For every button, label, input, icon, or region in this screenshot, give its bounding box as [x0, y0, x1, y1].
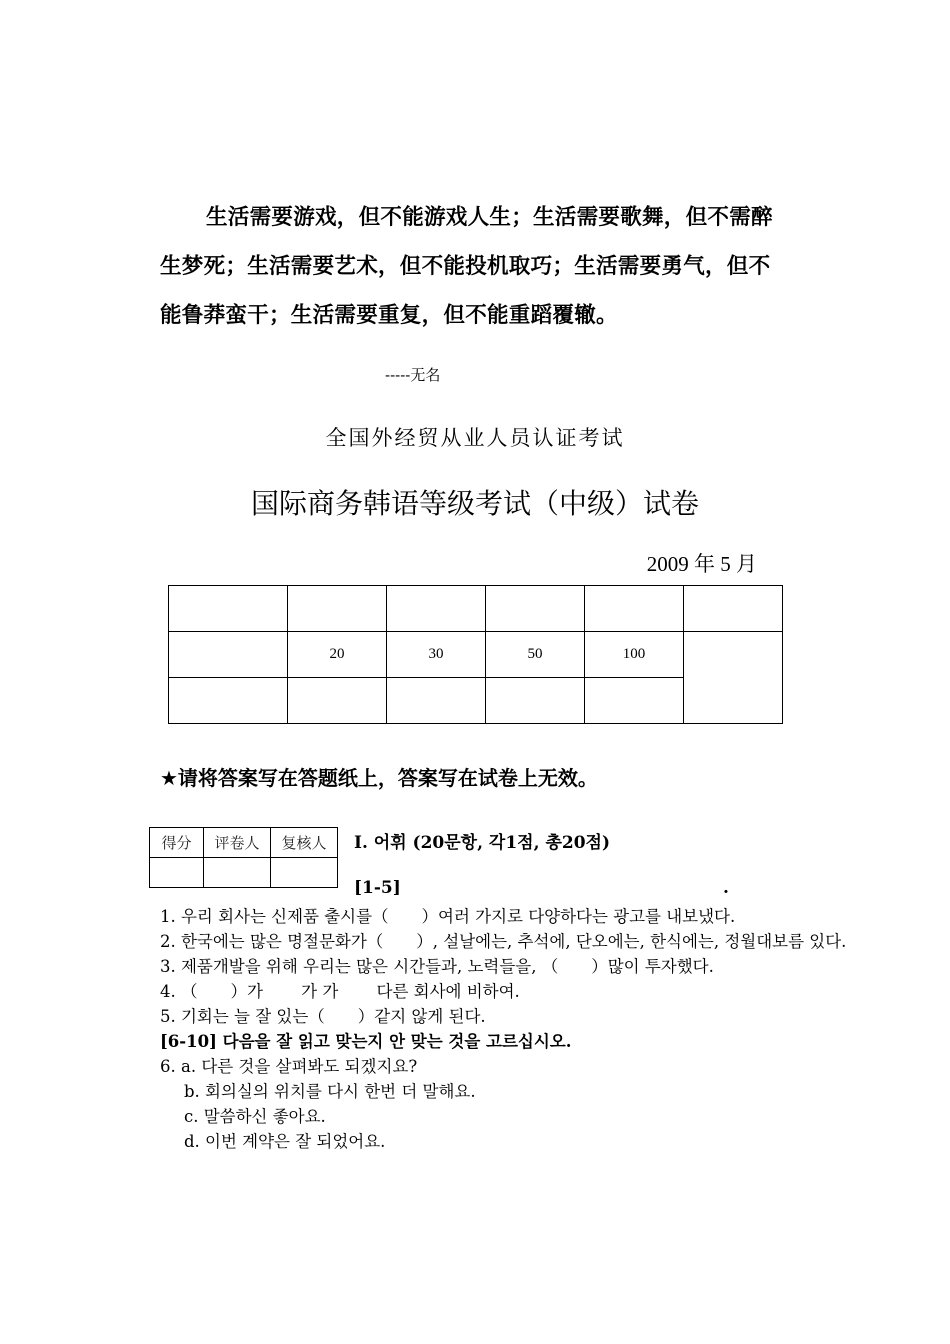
grader-header-score: 得分 — [150, 828, 204, 858]
score-cell — [387, 586, 486, 632]
score-cell — [169, 632, 288, 678]
question-2: 2. 한국에는 많은 명절문화가（ ）, 설날에는, 추석에, 단오에는, 한식에는, 정월대보름 있다. — [160, 932, 847, 951]
score-table — [168, 585, 783, 724]
score-cell — [288, 678, 387, 724]
answer-notice: ★请将答案写在答题纸上，答案写在试卷上无效。 — [160, 766, 598, 790]
question-6-option-c: c. 말씀하신 좋아요. — [184, 1107, 326, 1126]
grader-cell — [271, 858, 338, 888]
score-cell — [486, 586, 585, 632]
question-4: 4. （ ）가 가 가 다른 회사에 비하여. — [160, 982, 520, 1001]
score-points: 20 — [288, 632, 387, 678]
score-cell — [486, 678, 585, 724]
grader-header-grader: 评卷人 — [204, 828, 271, 858]
score-cell — [684, 586, 783, 632]
score-points: 100 — [585, 632, 684, 678]
score-cell — [169, 586, 288, 632]
score-cell — [169, 678, 288, 724]
exam-organization: 全国外经贸从业人员认证考试 — [325, 426, 625, 450]
grader-header-reviewer: 复核人 — [271, 828, 338, 858]
score-merged-cell — [684, 632, 783, 724]
section-heading: I. 어휘 (20문항, 각1점, 총20점) — [354, 833, 610, 853]
exam-date: 2009 年 5 月 — [646, 552, 757, 576]
score-cell — [585, 678, 684, 724]
score-points: 50 — [486, 632, 585, 678]
question-5: 5. 기회는 늘 잘 있는（ ）같지 않게 된다. — [160, 1007, 486, 1026]
question-3: 3. 제품개발을 위해 우리는 많은 시간들과, 노력들을, （ ）많이 투자했다. — [160, 957, 714, 976]
score-cell — [288, 586, 387, 632]
question-6-option-d: d. 이번 계약은 잘 되었어요. — [184, 1132, 386, 1151]
grader-table — [149, 827, 338, 888]
section-subheading: [1-5] — [354, 878, 401, 898]
quote-author: -----无名 — [385, 366, 441, 384]
page-title: 国际商务韩语等级考试（中级）试卷 — [250, 487, 699, 520]
grader-cell — [204, 858, 271, 888]
score-cell — [585, 586, 684, 632]
section-dot: . — [723, 878, 729, 898]
question-6: 6. a. 다른 것을 살펴봐도 되겠지요? — [160, 1057, 418, 1076]
grader-cell — [150, 858, 204, 888]
question-group-heading: [6-10] 다음을 잘 읽고 맞는지 안 맞는 것을 고르십시오. — [160, 1032, 572, 1051]
question-1: 1. 우리 회사는 신제품 출시를（ ）여러 가지로 다양하다는 광고를 내보냈다. — [160, 907, 736, 926]
score-points: 30 — [387, 632, 486, 678]
score-cell — [387, 678, 486, 724]
question-6-option-b: b. 회의실의 위치를 다시 한번 더 말해요. — [184, 1082, 476, 1101]
quote-paragraph: 生活需要游戏，但不能游戏人生；生活需要歌舞，但不需醉生梦死；生活需要艺术，但不能投机取巧；生活需要勇气，但不能鲁莽蛮干；生活需要重复，但不能重蹈覆辙。 — [160, 205, 773, 328]
